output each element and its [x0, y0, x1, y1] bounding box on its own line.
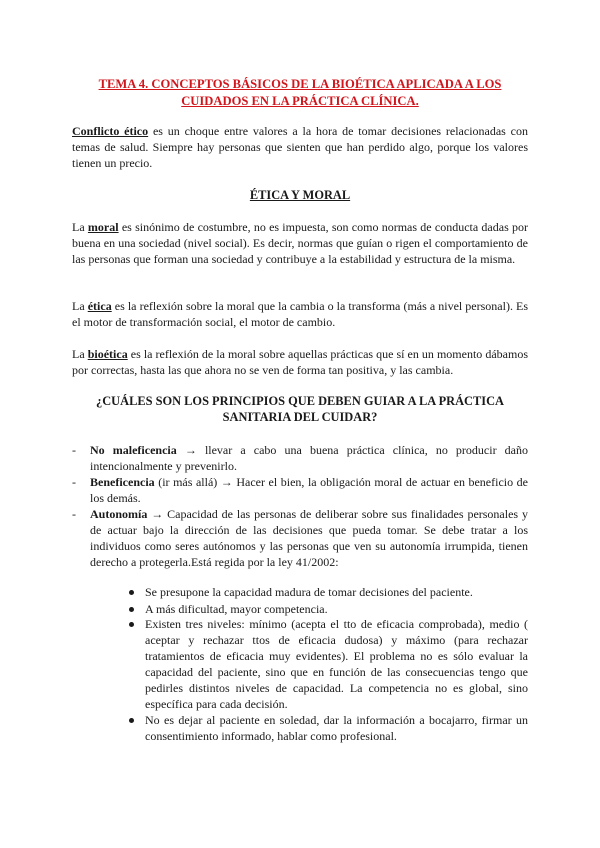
autonomy-bullet-item — [145, 616, 528, 712]
principle-text: → llevar a cabo una buena práctica clínica, no producir daño intencionalmente y prevenirlo. — [90, 443, 529, 473]
principle-term: Autonomía — [90, 507, 148, 521]
principle-item-beneficencia — [72, 474, 528, 506]
principle-item-no-maleficencia — [72, 442, 529, 474]
moral-text: es sinónimo de costumbre, no es impuesta, son como normas de conducta dadas por buena en una sociedad (nivel social). Es decir, normas que guían o rigen el comportamiento de las personas que forman una sociedad y contribuye a la estabilidad y estructura de la misma. — [72, 220, 529, 266]
bioetica-term: bioética — [87, 347, 128, 361]
principle-term: Beneficencia — [90, 475, 155, 489]
moral-pre: La — [72, 220, 88, 234]
conflicto-etico-text: es un choque entre valores a la hora de tomar decisiones relacionadas con temas de salud. Siempre hay personas que sienten que han perdido algo, porque los valores tienen un precio. — [72, 124, 529, 170]
etica-moral-heading: ÉTICA Y MORAL — [249, 188, 351, 202]
dash-marker: - — [72, 475, 76, 489]
bullet-text: A más dificultad, mayor competencia. — [145, 602, 328, 616]
principios-heading-line-2: SANITARIA DEL CUIDAR? — [222, 410, 378, 424]
moral-paragraph — [72, 219, 528, 267]
etica-paragraph — [72, 298, 528, 330]
moral-term: moral — [87, 220, 119, 234]
bullet-text: No es dejar al paciente en soledad, dar la información a bocajarro, firmar un consentimiento informado, hablar como profesional. — [145, 713, 528, 743]
bullet-text: Se presupone la capacidad madura de tomar decisiones del paciente. — [145, 585, 473, 599]
principios-heading — [60, 393, 540, 425]
bioetica-paragraph — [72, 346, 528, 378]
autonomy-bullet-item — [145, 584, 528, 600]
bullet-dot — [129, 607, 134, 612]
principle-text: → Capacidad de las personas de deliberar sobre sus finalidades personales y de actuar bajo la dirección de las decisiones que pueda tomar. Se debe tratar a los individuos como seres autónomos y las personas que ven su autonomía irrumpida, tienen derecho a protegerla.Está regida por la ley 41/2002: — [90, 507, 528, 569]
bullet-text: Existen tres niveles: mínimo (acepta el tto de eficacia comprobada), medio ( aceptar y rechazar ttos de eficacia dudosa) y máximo (para rechazar tratamientos de eficacia muy evidentes). El problema no es sólo evaluar la capacidad del paciente, sino que en función de las consecuencias tengo que pedirles distintos niveles de capacidad. La competencia no es global, sino específica para cada decisión. — [145, 617, 528, 711]
autonomy-bullet-item — [145, 601, 528, 617]
bullet-dot — [129, 622, 134, 627]
title-line-1: TEMA 4. CONCEPTOS BÁSICOS DE LA BIOÉTICA APLICADA A LOS — [98, 77, 502, 91]
bullet-dot — [129, 718, 134, 723]
document-title — [60, 76, 540, 110]
bioetica-text: es la reflexión de la moral sobre aquellas prácticas que sí en un momento dábamos por correctas, hasta las que ahora no se ven de forma tan positiva, y las cambia. — [72, 347, 528, 377]
title-line-2: CUIDADOS EN LA PRÁCTICA CLÍNICA. — [181, 94, 419, 108]
dash-marker: - — [72, 443, 76, 457]
principle-term: No maleficencia — [90, 443, 177, 457]
autonomy-bullet-item — [145, 712, 528, 744]
conflicto-etico-term: Conflicto ético — [72, 124, 149, 138]
etica-term: ética — [87, 299, 112, 313]
dash-marker: - — [72, 507, 76, 521]
conflicto-etico-paragraph — [72, 123, 528, 171]
principios-heading-line-1: ¿CUÁLES SON LOS PRINCIPIOS QUE DEBEN GUIAR A LA PRÁCTICA — [96, 394, 504, 408]
bullet-dot — [129, 590, 134, 595]
etica-text: es la reflexión sobre la moral que la cambia o la transforma (más a nivel personal). Es el motor de transformación social, el motor de cambio. — [72, 299, 529, 329]
principle-item-autonomia — [72, 506, 528, 570]
etica-pre: La — [72, 299, 88, 313]
bioetica-pre: La — [72, 347, 88, 361]
principle-text: (ir más allá) → Hacer el bien, la obligación moral de actuar en beneficio de los demás. — [90, 475, 528, 505]
